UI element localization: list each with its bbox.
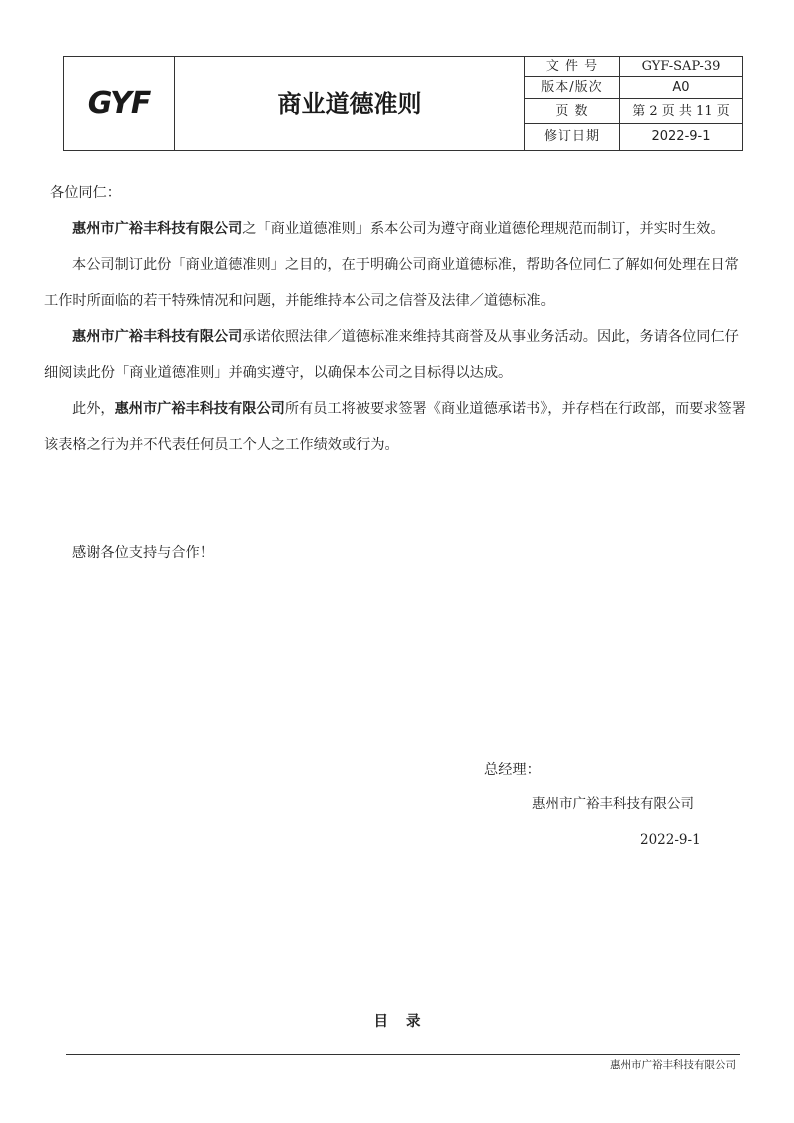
page-count-label (525, 99, 620, 123)
doc-number-value-text: GYF-SAP-39 (641, 59, 721, 75)
document-header-table (63, 56, 743, 151)
footer-company: 惠州市广裕丰科技有限公司 (610, 1059, 736, 1071)
company-logo: GYF (87, 85, 151, 121)
company-name-bold: 惠州市广裕丰科技有限公司 (72, 221, 243, 237)
page-count-label-text: 页 数 (555, 103, 589, 119)
revision-date-label-text: 修订日期 (543, 129, 600, 145)
document-title: 商业道德准则 (277, 89, 422, 118)
doc-number-label-text: 文 件 号 (545, 59, 599, 75)
signature-company: 惠州市广裕丰科技有限公司 (532, 796, 694, 812)
revision-date-value (620, 123, 743, 150)
version-label-text: 版本/版次 (541, 80, 603, 96)
page-count-value (620, 99, 743, 123)
paragraph-1-text: 之「商业道德准则」系本公司为遵守商业道德伦理规范而制订，并实时生效。 (242, 221, 725, 237)
logo-cell (64, 57, 175, 151)
version-label (525, 77, 620, 99)
salutation: 各位同仁： (50, 185, 121, 201)
title-cell (175, 57, 525, 151)
page-count-value-text: 第 2 页 共 11 页 (632, 103, 730, 119)
body-paragraphs (44, 211, 752, 463)
revision-date-value-text: 2022-9-1 (651, 129, 711, 145)
doc-number-label (525, 57, 620, 77)
paragraph-3-text: 承诺依照法律／道德标准来维持其商誉及从事业务活动。因此，务请各位同仁仔细阅读此份「商业道德准则」并确实遵守，以确保本公司之目标得以达成。 (44, 329, 739, 381)
version-value (620, 77, 743, 99)
thanks-line: 感谢各位支持与合作！ (72, 545, 214, 561)
paragraph-4-text: 所有员工将被要求签署《商业道德承诺书》，并存档在行政部，而要求签署该表格之行为并不代表任何员工个人之工作绩效或行为。 (44, 401, 746, 453)
paragraph-2 (44, 247, 752, 319)
signature-date: 2022-9-1 (640, 832, 701, 848)
company-name-bold: 惠州市广裕丰科技有限公司 (114, 401, 285, 417)
doc-number-value (620, 57, 743, 77)
toc-title: 目录 (373, 1014, 439, 1030)
paragraph-2-text: 本公司制订此份「商业道德准则」之目的，在于明确公司商业道德标准，帮助各位同仁了解如何处理在日常工作时所面临的若干特殊情况和问题，并能维持本公司之信誉及法律／道德标准。 (44, 257, 739, 309)
paragraph-4-start: 此外， (72, 401, 115, 417)
revision-date-label (525, 123, 620, 150)
paragraph-4 (44, 391, 752, 463)
company-name-bold: 惠州市广裕丰科技有限公司 (72, 329, 243, 345)
paragraph-1 (44, 211, 752, 247)
version-value-text: A0 (672, 80, 690, 96)
paragraph-3 (44, 319, 752, 391)
general-manager-label: 总经理： (484, 762, 541, 778)
footer-divider (66, 1054, 740, 1055)
